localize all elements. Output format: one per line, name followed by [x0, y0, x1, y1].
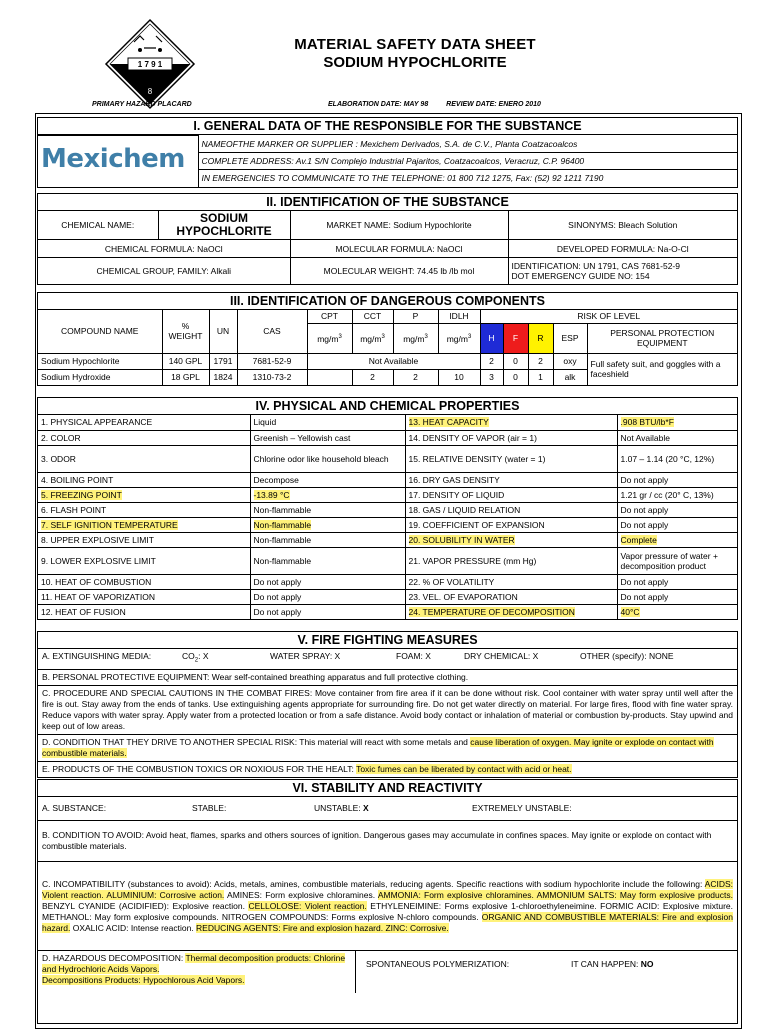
section-dangerous-components: [37, 292, 738, 386]
property-value-cell: [250, 604, 405, 619]
logo-text: Mexichem: [41, 143, 185, 174]
property-name-cell: [405, 415, 617, 430]
property-value-cell: [250, 415, 405, 430]
compound-un: 1824: [209, 369, 237, 385]
header-compound: COMPOUND NAME: [38, 310, 162, 353]
property-value-cell: [617, 574, 737, 589]
water-spray-option: WATER SPRAY: X: [270, 651, 341, 661]
header-risk: RISK OF LEVEL: [480, 310, 737, 323]
property-name: 7. SELF IGNITION TEMPERATURE: [41, 519, 178, 530]
property-value: Do not apply: [620, 504, 669, 515]
property-value: Chlorine odor like household bleach: [253, 453, 389, 464]
special-risk-highlight: cause liberation of oxygen. May ignite or explode on contact with combustible materials.: [42, 736, 714, 758]
property-name-cell: [38, 487, 250, 502]
section-general-data: [37, 117, 738, 188]
compound-cas: 7681-52-9: [237, 353, 307, 369]
property-name: 24. TEMPERATURE OF DECOMPOSITION: [408, 606, 575, 617]
property-value: Non-flammable: [253, 504, 312, 515]
reactivity-header: R: [528, 323, 553, 353]
property-value: Complete: [620, 534, 657, 545]
elaboration-date: ELABORATION DATE: MAY 98: [328, 101, 429, 108]
incompatibility-segment: ETHYLENEIMINE: Forms explosive 1-chloroethyleneimine. FORMIC ACID: Explosive mixture. METHANOL: May form explosive compounds. NITROGEN COMPOUNDS: Forms explosive N-chloro compounds.: [42, 900, 734, 922]
header-cct: CCT: [352, 310, 393, 323]
esp-value: alk: [553, 369, 587, 385]
health-level: 3: [480, 369, 503, 385]
property-row: [38, 502, 737, 517]
property-value-cell: [617, 604, 737, 619]
header-un: UN: [209, 310, 237, 353]
property-value-cell: [617, 532, 737, 547]
decomposition-row: [38, 951, 737, 993]
unstable-field: [314, 803, 472, 814]
property-row: [38, 547, 737, 574]
co2-text: CO: [182, 651, 195, 661]
decomposition-label: D. HAZARDOUS DECOMPOSITION:: [42, 953, 184, 963]
property-value-cell: [250, 532, 405, 547]
property-name-cell: [405, 574, 617, 589]
property-value-cell: [250, 547, 405, 574]
molecular-weight: MOLECULAR WEIGHT: 74.45 lb /lb mol: [290, 258, 508, 284]
unstable-value: X: [362, 803, 369, 813]
property-name-cell: [405, 472, 617, 487]
unit-text: mg/m: [360, 333, 382, 344]
chemical-formula: CHEMICAL FORMULA: NaOCl: [38, 240, 290, 258]
can-happen-value: NO: [640, 959, 654, 969]
document-dates: [328, 101, 557, 108]
section-title: I. GENERAL DATA OF THE RESPONSIBLE FOR THE SUBSTANCE: [38, 118, 737, 135]
property-value: Do not apply: [620, 576, 669, 587]
property-value: Greenish – Yellowish cast: [253, 432, 351, 443]
other-option: OTHER (specify): NONE: [580, 651, 674, 661]
property-name-cell: [38, 502, 250, 517]
cpt-value: [307, 369, 352, 385]
incompatibility-segment: C. INCOMPATIBILITY (substances to avoid): Acids, metals, amines, combustible materials, reducing agents. Specific reactions with sodium hypochlorite include the following:: [42, 878, 705, 889]
developed-formula: DEVELOPED FORMULA: Na-O-Cl: [508, 240, 737, 258]
compound-weight: 18 GPL: [162, 369, 209, 385]
incompatibility-highlight: AMMONIA: Form explosive chloramines. AMMONIUM SALTS: May form explosive products.: [377, 889, 733, 900]
incompatibility-highlight: REDUCING AGENTS: Fire and explosion hazard. ZINC: Corrosive.: [196, 922, 449, 933]
fire-level: 0: [503, 353, 528, 369]
unit-cell: $mg/m^3$: [307, 323, 352, 353]
company-logo: [38, 136, 198, 187]
property-row: [38, 574, 737, 589]
reactivity-level: 2: [528, 353, 553, 369]
property-name-cell: [38, 517, 250, 532]
property-name-cell: [405, 502, 617, 517]
co2-value: : X: [198, 651, 209, 661]
can-happen-label: IT CAN HAPPEN:: [571, 959, 639, 969]
incompatibility-segment: AMINES: Form explosive chloramines.: [224, 889, 378, 900]
idlh-value: 10: [438, 369, 480, 385]
fire-level: 0: [503, 369, 528, 385]
property-name: 3. ODOR: [41, 453, 76, 464]
unit-text: mg/m: [446, 333, 468, 344]
property-name-cell: [405, 517, 617, 532]
property-value-cell: [250, 487, 405, 502]
property-value-cell: [617, 502, 737, 517]
property-name: 19. COEFFICIENT OF EXPANSION: [408, 519, 545, 530]
property-row: [38, 445, 737, 472]
property-row: [38, 415, 737, 430]
section-physical-properties: [37, 397, 738, 620]
section-title: IV. PHYSICAL AND CHEMICAL PROPERTIES: [38, 398, 737, 415]
dot-guide: DOT EMERGENCY GUIDE NO: 154: [511, 270, 650, 281]
unit-text: mg/m: [317, 333, 339, 344]
supplier-line: NAMEOFTHE MARKER OR SUPPLIER : Mexichem Derivados, S.A. de C.V., Planta Coatzacoalcos: [198, 136, 737, 153]
extremely-unstable-label: EXTREMELY UNSTABLE:: [472, 803, 572, 813]
incompatibility-text: [42, 879, 733, 934]
property-row: [38, 604, 737, 619]
property-value: Do not apply: [620, 519, 669, 530]
section-identification: [37, 193, 738, 285]
synonyms: SINONYMS: Bleach Solution: [508, 211, 737, 240]
property-name: 21. VAPOR PRESSURE (mm Hg): [408, 555, 537, 566]
fire-header: F: [503, 323, 528, 353]
foam-option: FOAM: X: [396, 651, 431, 661]
incompatibility-segment: OXALIC ACID: Intense reaction.: [70, 922, 197, 933]
esp-header: ESP: [553, 323, 587, 353]
incompatibility-highlight: ORGANIC AND COMBUSTIBLE MATERIALS: Fire and explosion hazard.: [42, 911, 734, 933]
property-name: 16. DRY GAS DENSITY: [408, 474, 500, 485]
header-cas: CAS: [237, 310, 307, 353]
health-level: 2: [480, 353, 503, 369]
property-value: Do not apply: [253, 576, 302, 587]
placard-number: 1 7 9 1: [137, 60, 163, 69]
property-value: Liquid: [253, 417, 277, 428]
compound-cas: 1310-73-2: [237, 369, 307, 385]
extinguishing-label: A. EXTINGUISHING MEDIA:: [42, 651, 152, 661]
compound-name: Sodium Hypochlorite: [38, 353, 162, 369]
property-name-cell: [405, 487, 617, 502]
not-available: Not Available: [307, 353, 480, 369]
property-name-cell: [405, 532, 617, 547]
emergency-line: IN EMERGENCIES TO COMMUNICATE TO THE TELEPHONE: 01 800 712 1275, Fax: (52) 92 1211 7190: [198, 170, 737, 187]
property-name-cell: [38, 532, 250, 547]
property-value-cell: [617, 445, 737, 472]
incompatibility-highlight: CELLOLOSE: Violent reaction.: [248, 900, 367, 911]
unstable-label: UNSTABLE:: [314, 803, 361, 813]
table-row: [38, 353, 737, 369]
polymerization-cell: [356, 951, 664, 993]
chemical-name-value: SODIUM HYPOCHLORITE: [158, 211, 290, 240]
property-value: Do not apply: [620, 474, 669, 485]
property-row: [38, 532, 737, 547]
property-value-cell: [617, 472, 737, 487]
special-risk-text: D. CONDITION THAT THEY DRIVE TO ANOTHER SPECIAL RISK: This material will react with some metals and: [42, 736, 471, 747]
esp-value: oxy: [553, 353, 587, 369]
header-cpt: CPT: [307, 310, 352, 323]
property-name-cell: [405, 547, 617, 574]
property-value-cell: [617, 487, 737, 502]
property-value-cell: [617, 430, 737, 445]
property-name: 20. SOLUBILITY IN WATER: [408, 534, 515, 545]
property-value-cell: [250, 517, 405, 532]
property-name: 1. PHYSICAL APPEARANCE: [41, 417, 153, 428]
header-weight: % WEIGHT: [162, 310, 209, 353]
property-row: [38, 517, 737, 532]
unit-cell: $mg/m^3$: [393, 323, 438, 353]
ppe-value: Full safety suit, and goggles with a faceshield: [587, 353, 737, 385]
incompatibility-segment: BENZYL CYANIDE (ACIDIFIED): Explosive reaction.: [42, 900, 249, 911]
incompatibility-highlight: ACIDS: Violent reaction. ALUMINIUM: Corrosive action.: [42, 878, 733, 900]
chemical-group: CHEMICAL GROUP, FAMILY: Alkali: [38, 258, 290, 284]
combustion-text: E. PRODUCTS OF THE COMBUSTION TOXICS OR NOXIOUS FOR THE HEALT:: [42, 763, 357, 774]
ppe-header: PERSONAL PROTECTION EQUIPMENT: [587, 323, 737, 353]
property-value: Vapor pressure of water + decomposition product: [620, 550, 718, 571]
corrosive-placard-icon: [104, 18, 196, 110]
health-header: H: [480, 323, 503, 353]
property-value: Non-flammable: [253, 534, 312, 545]
unit-text: mg/m: [403, 333, 425, 344]
property-value-cell: [617, 415, 737, 430]
document-header: [0, 0, 768, 114]
property-name: 15. RELATIVE DENSITY (water = 1): [408, 453, 546, 464]
property-name-cell: [38, 472, 250, 487]
dry-chemical-option: DRY CHEMICAL: X: [464, 651, 539, 661]
stable-label: STABLE:: [192, 803, 227, 813]
compound-un: 1791: [209, 353, 237, 369]
polymerization-label: SPONTANEOUS POLYMERIZATION:: [366, 959, 510, 969]
decomposition-highlight-2: Decompositions Products: Hypochlorous Acid Vapors.: [42, 975, 245, 985]
cct-value: 2: [352, 369, 393, 385]
extinguishing-media-row: [38, 649, 737, 670]
property-value: 1.07 – 1.14 (20 °C, 12%): [620, 453, 715, 464]
property-name-cell: [405, 604, 617, 619]
section-title: II. IDENTIFICATION OF THE SUBSTANCE: [38, 194, 737, 211]
identification: IDENTIFICATION: UN 1791, CAS 7681-52-9: [511, 260, 680, 271]
placard-class: 8: [147, 87, 153, 96]
property-value: -13.89 °C: [253, 489, 290, 500]
procedure-row: C. PROCEDURE AND SPECIAL CAUTIONS IN THE COMBAT FIRES: Move container from fire area if it can be done without risk. Cool container with water spray until well after the fire is out. Stay away from the ends of tanks. Use extinguishing agents appropriate for surrounding fire. Do not get water directly on material. For large fires, flood with fine water spray. Reduce vapors with water spray. Apply water from a protected location or from a safe distance. Avoid body contact or inhalation of material or combustion by-products. Stay upwind and keep out of low areas.: [38, 686, 737, 735]
property-value-cell: [250, 472, 405, 487]
combustion-highlight: Toxic fumes can be liberated by contact with acid or heat.: [356, 763, 572, 774]
document-subtitle: SODIUM HYPOCHLORITE: [323, 54, 507, 71]
property-name: 17. DENSITY OF LIQUID: [408, 489, 505, 500]
property-value: .908 BTU/lb*F: [620, 417, 674, 428]
compound-weight: 140 GPL: [162, 353, 209, 369]
property-name-cell: [405, 589, 617, 604]
property-name-cell: [38, 445, 250, 472]
property-value-cell: [250, 445, 405, 472]
property-value: Non-flammable: [253, 555, 312, 566]
address-line: COMPLETE ADDRESS: Av.1 S/N Complejo Industrial Pajaritos, Coatzacoalcos, Veracruz, C.P. 96400: [198, 153, 737, 170]
property-name-cell: [38, 574, 250, 589]
reactivity-level: 1: [528, 369, 553, 385]
property-row: [38, 589, 737, 604]
property-value: 1.21 gr / cc (20° C, 13%): [620, 489, 714, 500]
decomposition-highlight-1: Thermal decomposition products: Chlorine and Hydrochloric Acids Vapors.: [42, 953, 346, 974]
property-value-cell: [250, 430, 405, 445]
property-row: [38, 472, 737, 487]
chemical-name-label: CHEMICAL NAME:: [38, 211, 158, 240]
header-p: P: [393, 310, 438, 323]
property-name-cell: [405, 430, 617, 445]
property-name-cell: [38, 415, 250, 430]
property-value-cell: [617, 547, 737, 574]
identification-cell: [508, 258, 737, 284]
co2-option: $CO_2$: X: [182, 651, 209, 664]
property-value: 40°C: [620, 606, 640, 617]
property-name: 23. VEL. OF EVAPORATION: [408, 591, 518, 602]
property-name: 14. DENSITY OF VAPOR (air = 1): [408, 432, 537, 443]
property-value: Do not apply: [620, 591, 669, 602]
property-name: 13. HEAT CAPACITY: [408, 417, 489, 428]
conditions-avoid-text: B. CONDITION TO AVOID: Avoid heat, flames, sparks and others sources of ignition. Dangerous gases may accumulate in confines spaces. May ignite or explode on contact with combustible materials.: [42, 830, 712, 851]
property-name: 9. LOWER EXPLOSIVE LIMIT: [41, 555, 156, 566]
property-name-cell: [38, 547, 250, 574]
property-name-cell: [38, 430, 250, 445]
property-value: Non-flammable: [253, 519, 312, 530]
property-name-cell: [38, 604, 250, 619]
special-risk-row: [38, 735, 737, 762]
placard-label: PRIMARY HAZARD PLACARD: [92, 101, 192, 108]
section-title: V. FIRE FIGHTING MEASURES: [38, 632, 737, 649]
property-value: Do not apply: [253, 591, 302, 602]
property-name: 10. HEAT OF COMBUSTION: [41, 576, 152, 587]
substance-label: A. SUBSTANCE:: [42, 803, 107, 813]
p-value: 2: [393, 369, 438, 385]
property-value: Decompose: [253, 474, 299, 485]
decomposition-cell: [38, 951, 356, 993]
property-name: 4. BOILING POINT: [41, 474, 114, 485]
section-stability: [37, 779, 738, 1024]
property-name: 12. HEAT OF FUSION: [41, 606, 126, 617]
document-title: MATERIAL SAFETY DATA SHEET: [294, 36, 536, 53]
property-name: 18. GAS / LIQUID RELATION: [408, 504, 521, 515]
review-date: REVIEW DATE: ENERO 2010: [446, 101, 541, 108]
property-name: 8. UPPER EXPLOSIVE LIMIT: [41, 534, 154, 545]
property-name: 5. FREEZING POINT: [41, 489, 122, 500]
section-fire-fighting: [37, 631, 738, 778]
property-name-cell: [38, 589, 250, 604]
property-value: Do not apply: [253, 606, 302, 617]
property-value-cell: [617, 589, 737, 604]
property-name: 6. FLASH POINT: [41, 504, 107, 515]
property-row: [38, 430, 737, 445]
property-value: Not Available: [620, 432, 670, 443]
property-name: 22. % OF VOLATILITY: [408, 576, 495, 587]
property-value-cell: [250, 589, 405, 604]
molecular-formula: MOLECULAR FORMULA: NaOCl: [290, 240, 508, 258]
section-title: III. IDENTIFICATION OF DANGEROUS COMPONENTS: [38, 293, 737, 310]
property-row: [38, 487, 737, 502]
property-value-cell: [617, 517, 737, 532]
substance-row: [38, 797, 737, 821]
combustion-products-row: [38, 762, 737, 777]
property-name-cell: [405, 445, 617, 472]
can-happen-field: [571, 959, 654, 985]
property-value-cell: [250, 574, 405, 589]
section-title: VI. STABILITY AND REACTIVITY: [38, 780, 737, 797]
unit-cell: $mg/m^3$: [438, 323, 480, 353]
ppe-row: B. PERSONAL PROTECTIVE EQUIPMENT: Wear self-contained breathing apparatus and full protective clothing.: [38, 670, 737, 686]
compound-name: Sodium Hydroxide: [38, 369, 162, 385]
incompatibility-row: [38, 862, 737, 951]
property-value-cell: [250, 502, 405, 517]
header-idlh: IDLH: [438, 310, 480, 323]
conditions-avoid-row: [38, 821, 737, 862]
unit-cell: $mg/m^3$: [352, 323, 393, 353]
property-name: 11. HEAT OF VAPORIZATION: [41, 591, 155, 602]
market-name: MARKET NAME: Sodium Hypochlorite: [290, 211, 508, 240]
property-name: 2. COLOR: [41, 432, 81, 443]
